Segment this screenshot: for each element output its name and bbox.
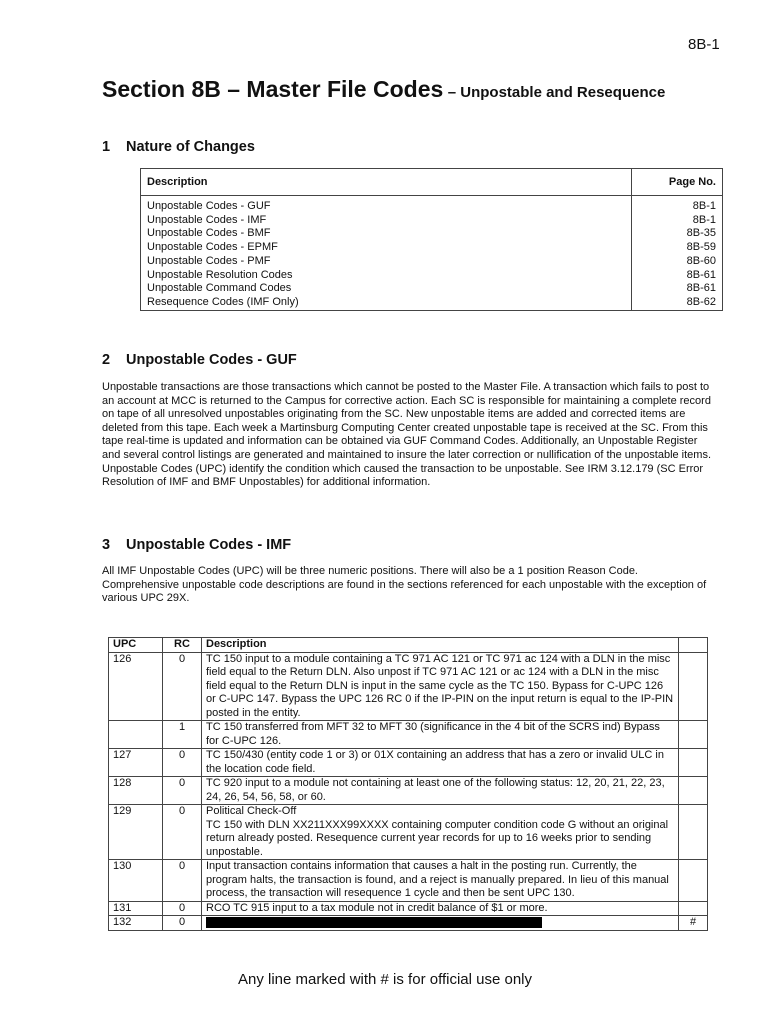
section-1-heading xyxy=(102,139,255,155)
row-description xyxy=(202,916,679,931)
row-description: TC 150 input to a module containing a TC 971 AC 121 or TC 971 ac 124 with a DLN in the misc field equal to the Return DLN. Also unpost if TC 971 AC 121 or ac 124 with a DLN in the misc field equal to the Return DLN is input in the same cycle as the TC 150. Bypass for C-UPC 126 or C-UPC 147. Bypass the UPC 126 RC 0 if the IP-PIN on the input return is equal to the IP-PIN posted in the entity. xyxy=(202,652,679,721)
row-description: Input transaction contains information that causes a halt in the posting run. Currently, the program halts, the transaction is found, and a reject is manually prepared. In lieu of this manual process, the transaction will resequence 1 cycle and then be sent UPC 130. xyxy=(202,860,679,902)
column-header-mark xyxy=(679,638,708,653)
row-rc: 0 xyxy=(163,652,202,721)
footer-note: Any line marked with # is for official use only xyxy=(237,971,533,988)
row-official-use-mark xyxy=(679,721,708,749)
section-title: Unpostable Codes - IMF xyxy=(126,537,292,553)
row-rc: 0 xyxy=(163,901,202,916)
row-page-number: 8B-61 xyxy=(632,282,723,296)
column-header-description: Description xyxy=(141,169,632,196)
row-official-use-mark xyxy=(679,805,708,860)
row-upc: 126 xyxy=(109,652,163,721)
row-rc: 0 xyxy=(163,916,202,931)
row-description: Unpostable Codes - PMF xyxy=(141,255,632,269)
table-row xyxy=(141,296,723,310)
table-row xyxy=(141,269,723,283)
section-number: 3 xyxy=(102,537,111,553)
table-row xyxy=(141,196,723,214)
imf-unpostable-codes-table xyxy=(108,637,708,931)
table-row xyxy=(109,652,708,721)
row-upc: 131 xyxy=(109,901,163,916)
section-2-body: Unpostable transactions are those transactions which cannot be posted to the Master File. A transaction which fails to post to an account at MCC is returned to the Campus for corrective action. Each SC is responsible for maintaining a complete record on tape of all unresolved unpostables originating from the SC. New unpostable items are added and corrected items are deleted from this tape. Each week a Martinsburg Computing Center created unpostable tape is received at the SC. From this tape real-time is updated and information can be obtained via GUF Command Codes. Additionally, an Unpostable Register and several control listings are generated and maintained to insure the later correction or nullification of the unpostable items. Unpostable Codes (UPC) identify the condition which caused the transaction to be unpostable. See IRM 3.12.179 (SC Error Resolution of IMF and BMF Unpostables) for additional information. xyxy=(102,381,712,489)
table-header-row xyxy=(109,638,708,653)
row-upc: 132 xyxy=(109,916,163,931)
table-header-row xyxy=(141,169,723,196)
row-rc: 0 xyxy=(163,749,202,777)
table-row xyxy=(141,241,723,255)
table-row xyxy=(109,860,708,902)
redaction-bar xyxy=(206,917,542,928)
row-rc: 0 xyxy=(163,860,202,902)
table-row xyxy=(109,916,708,931)
table-row xyxy=(109,901,708,916)
row-description: TC 150 transferred from MFT 32 to MFT 30 (significance in the 4 bit of the SCRS ind) Bypass for C-UPC 126. xyxy=(202,721,679,749)
table-row xyxy=(109,749,708,777)
row-official-use-mark xyxy=(679,901,708,916)
row-page-number: 8B-60 xyxy=(632,255,723,269)
table-row xyxy=(141,282,723,296)
row-upc xyxy=(109,721,163,749)
table-row xyxy=(141,214,723,228)
row-rc: 0 xyxy=(163,805,202,860)
row-description: Resequence Codes (IMF Only) xyxy=(141,296,632,310)
row-official-use-mark: # xyxy=(679,916,708,931)
row-description: TC 150/430 (entity code 1 or 3) or 01X containing an address that has a zero or invalid ULC in the location code field. xyxy=(202,749,679,777)
row-page-number: 8B-62 xyxy=(632,296,723,310)
row-rc: 0 xyxy=(163,777,202,805)
row-official-use-mark xyxy=(679,652,708,721)
table-row xyxy=(141,227,723,241)
table-row xyxy=(109,721,708,749)
row-upc: 127 xyxy=(109,749,163,777)
row-official-use-mark xyxy=(679,749,708,777)
section-3-body: All IMF Unpostable Codes (UPC) will be three numeric positions. There will also be a 1 position Reason Code. Comprehensive unpostable code descriptions are found in the sections referenced for each unpostable with the exception of various UPC 29X. xyxy=(102,565,707,605)
row-official-use-mark xyxy=(679,777,708,805)
row-upc: 130 xyxy=(109,860,163,902)
row-description: Unpostable Codes - IMF xyxy=(141,214,632,228)
row-description: Unpostable Codes - GUF xyxy=(141,196,632,214)
row-description: Unpostable Command Codes xyxy=(141,282,632,296)
section-3-heading xyxy=(102,537,291,553)
column-header-description: Description xyxy=(202,638,679,653)
section-number: 2 xyxy=(102,352,111,368)
section-title: Unpostable Codes - GUF xyxy=(126,352,297,368)
table-row xyxy=(109,805,708,860)
row-official-use-mark xyxy=(679,860,708,902)
row-rc: 1 xyxy=(163,721,202,749)
row-description: Unpostable Codes - BMF xyxy=(141,227,632,241)
row-description: Unpostable Codes - EPMF xyxy=(141,241,632,255)
row-upc: 128 xyxy=(109,777,163,805)
row-description: Unpostable Resolution Codes xyxy=(141,269,632,283)
row-description: Political Check-Off TC 150 with DLN XX211XXX99XXXX containing computer condition code G without an original return already posted. Resequence current year records for up to 16 weeks prior to sending unpostable. xyxy=(202,805,679,860)
row-page-number: 8B-61 xyxy=(632,269,723,283)
page-number: 8B-1 xyxy=(688,36,720,53)
row-description: TC 920 input to a module not containing at least one of the following status: 12, 20, 21, 22, 23, 24, 26, 54, 56, 58, or 60. xyxy=(202,777,679,805)
section-number: 1 xyxy=(102,139,111,155)
row-page-number: 8B-1 xyxy=(632,196,723,214)
row-page-number: 8B-1 xyxy=(632,214,723,228)
section-title: Nature of Changes xyxy=(126,139,255,155)
column-header-rc: RC xyxy=(163,638,202,653)
row-page-number: 8B-35 xyxy=(632,227,723,241)
row-upc: 129 xyxy=(109,805,163,860)
nature-of-changes-table xyxy=(140,168,723,311)
table-row xyxy=(109,777,708,805)
row-description: RCO TC 915 input to a tax module not in credit balance of $1 or more. xyxy=(202,901,679,916)
column-header-page: Page No. xyxy=(632,169,723,196)
row-page-number: 8B-59 xyxy=(632,241,723,255)
page-title xyxy=(102,76,665,103)
title-main: Section 8B – Master File Codes xyxy=(102,76,444,102)
section-2-heading xyxy=(102,352,297,368)
table-row xyxy=(141,255,723,269)
title-sub: – Unpostable and Resequence xyxy=(447,84,666,101)
column-header-upc: UPC xyxy=(109,638,163,653)
